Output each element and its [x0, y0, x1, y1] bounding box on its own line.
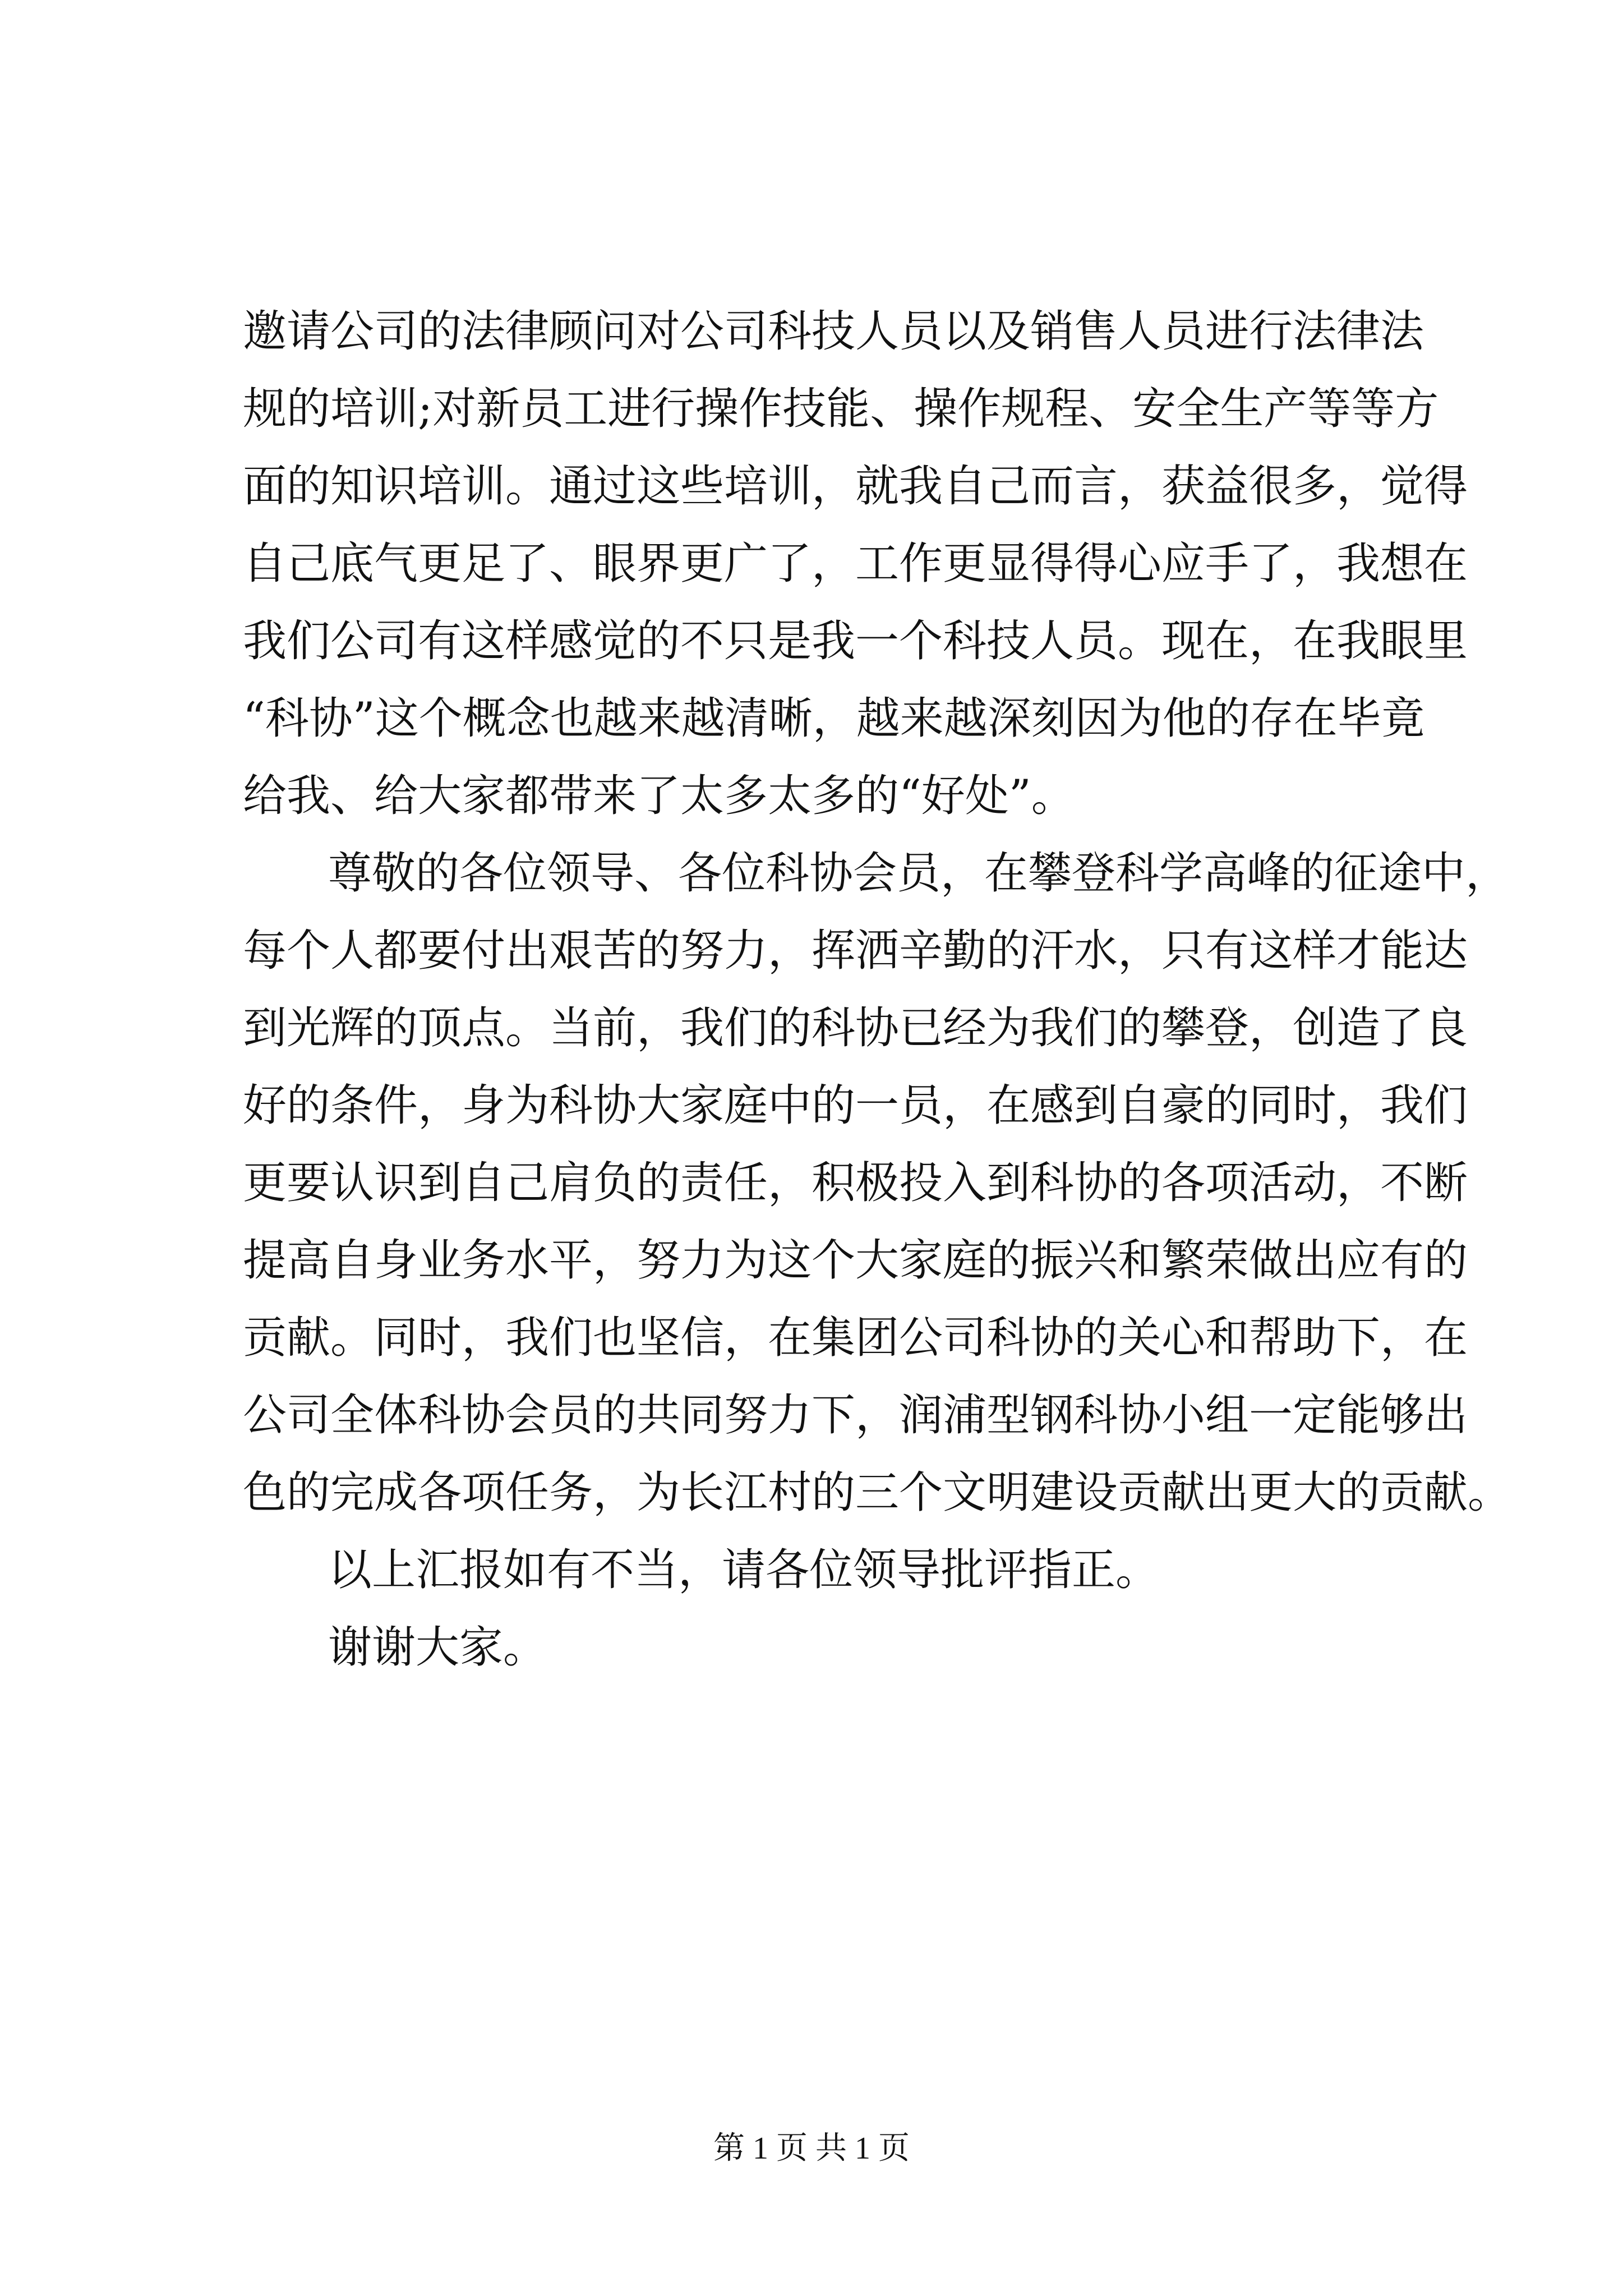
document-body: [243, 293, 1512, 1686]
body-line: 到光辉的顶点。当前，我们的科协已经为我们的攀登，创造了良: [243, 1003, 1468, 1053]
body-line: 公司全体科协会员的共同努力下，润浦型钢科协小组一定能够出: [243, 1390, 1468, 1441]
body-line: 每个人都要付出艰苦的努力，挥洒辛勤的汗水，只有这样才能达: [243, 926, 1468, 976]
body-line: 好的条件，身为科协大家庭中的一员，在感到自豪的同时，我们: [243, 1080, 1468, 1131]
body-line: “科协”这个概念也越来越清晰，越来越深刻因为他的存在毕竟: [243, 693, 1425, 744]
body-line: 贡献。同时，我们也坚信，在集团公司科协的关心和帮助下，在: [243, 1313, 1468, 1363]
body-line: 我们公司有这样感觉的不只是我一个科技人员。现在，在我眼里: [243, 616, 1468, 666]
body-line: 自己底气更足了、眼界更广了，工作更显得得心应手了，我想在: [243, 539, 1468, 589]
body-line: 给我、给大家都带来了太多太多的“好处”。: [243, 771, 1075, 821]
body-line: 提高自身业务水平，努力为这个大家庭的振兴和繁荣做出应有的: [243, 1235, 1468, 1286]
body-line: 面的知识培训。通过这些培训，就我自己而言，获益很多，觉得: [243, 461, 1468, 512]
body-line: 色的完成各项任务，为长江村的三个文明建设贡献出更大的贡献。: [243, 1467, 1512, 1518]
body-line: 规的培训;对新员工进行操作技能、操作规程、安全生产等等方: [243, 384, 1439, 434]
page-footer: 第 1 页 共 1 页: [713, 2131, 910, 2166]
body-line: 邀请公司的法律顾问对公司科技人员以及销售人员进行法律法: [243, 306, 1424, 357]
body-line: 更要认识到自己肩负的责任，积极投入到科协的各项活动，不断: [243, 1158, 1468, 1208]
paragraph-first-line: 以上汇报如有不当，请各位领导批评指正。: [328, 1545, 1160, 1595]
paragraph-first-line: 尊敬的各位领导、各位科协会员，在攀登科学高峰的征途中，: [328, 848, 1510, 899]
paragraph-first-line: 谢谢大家。: [328, 1622, 547, 1673]
